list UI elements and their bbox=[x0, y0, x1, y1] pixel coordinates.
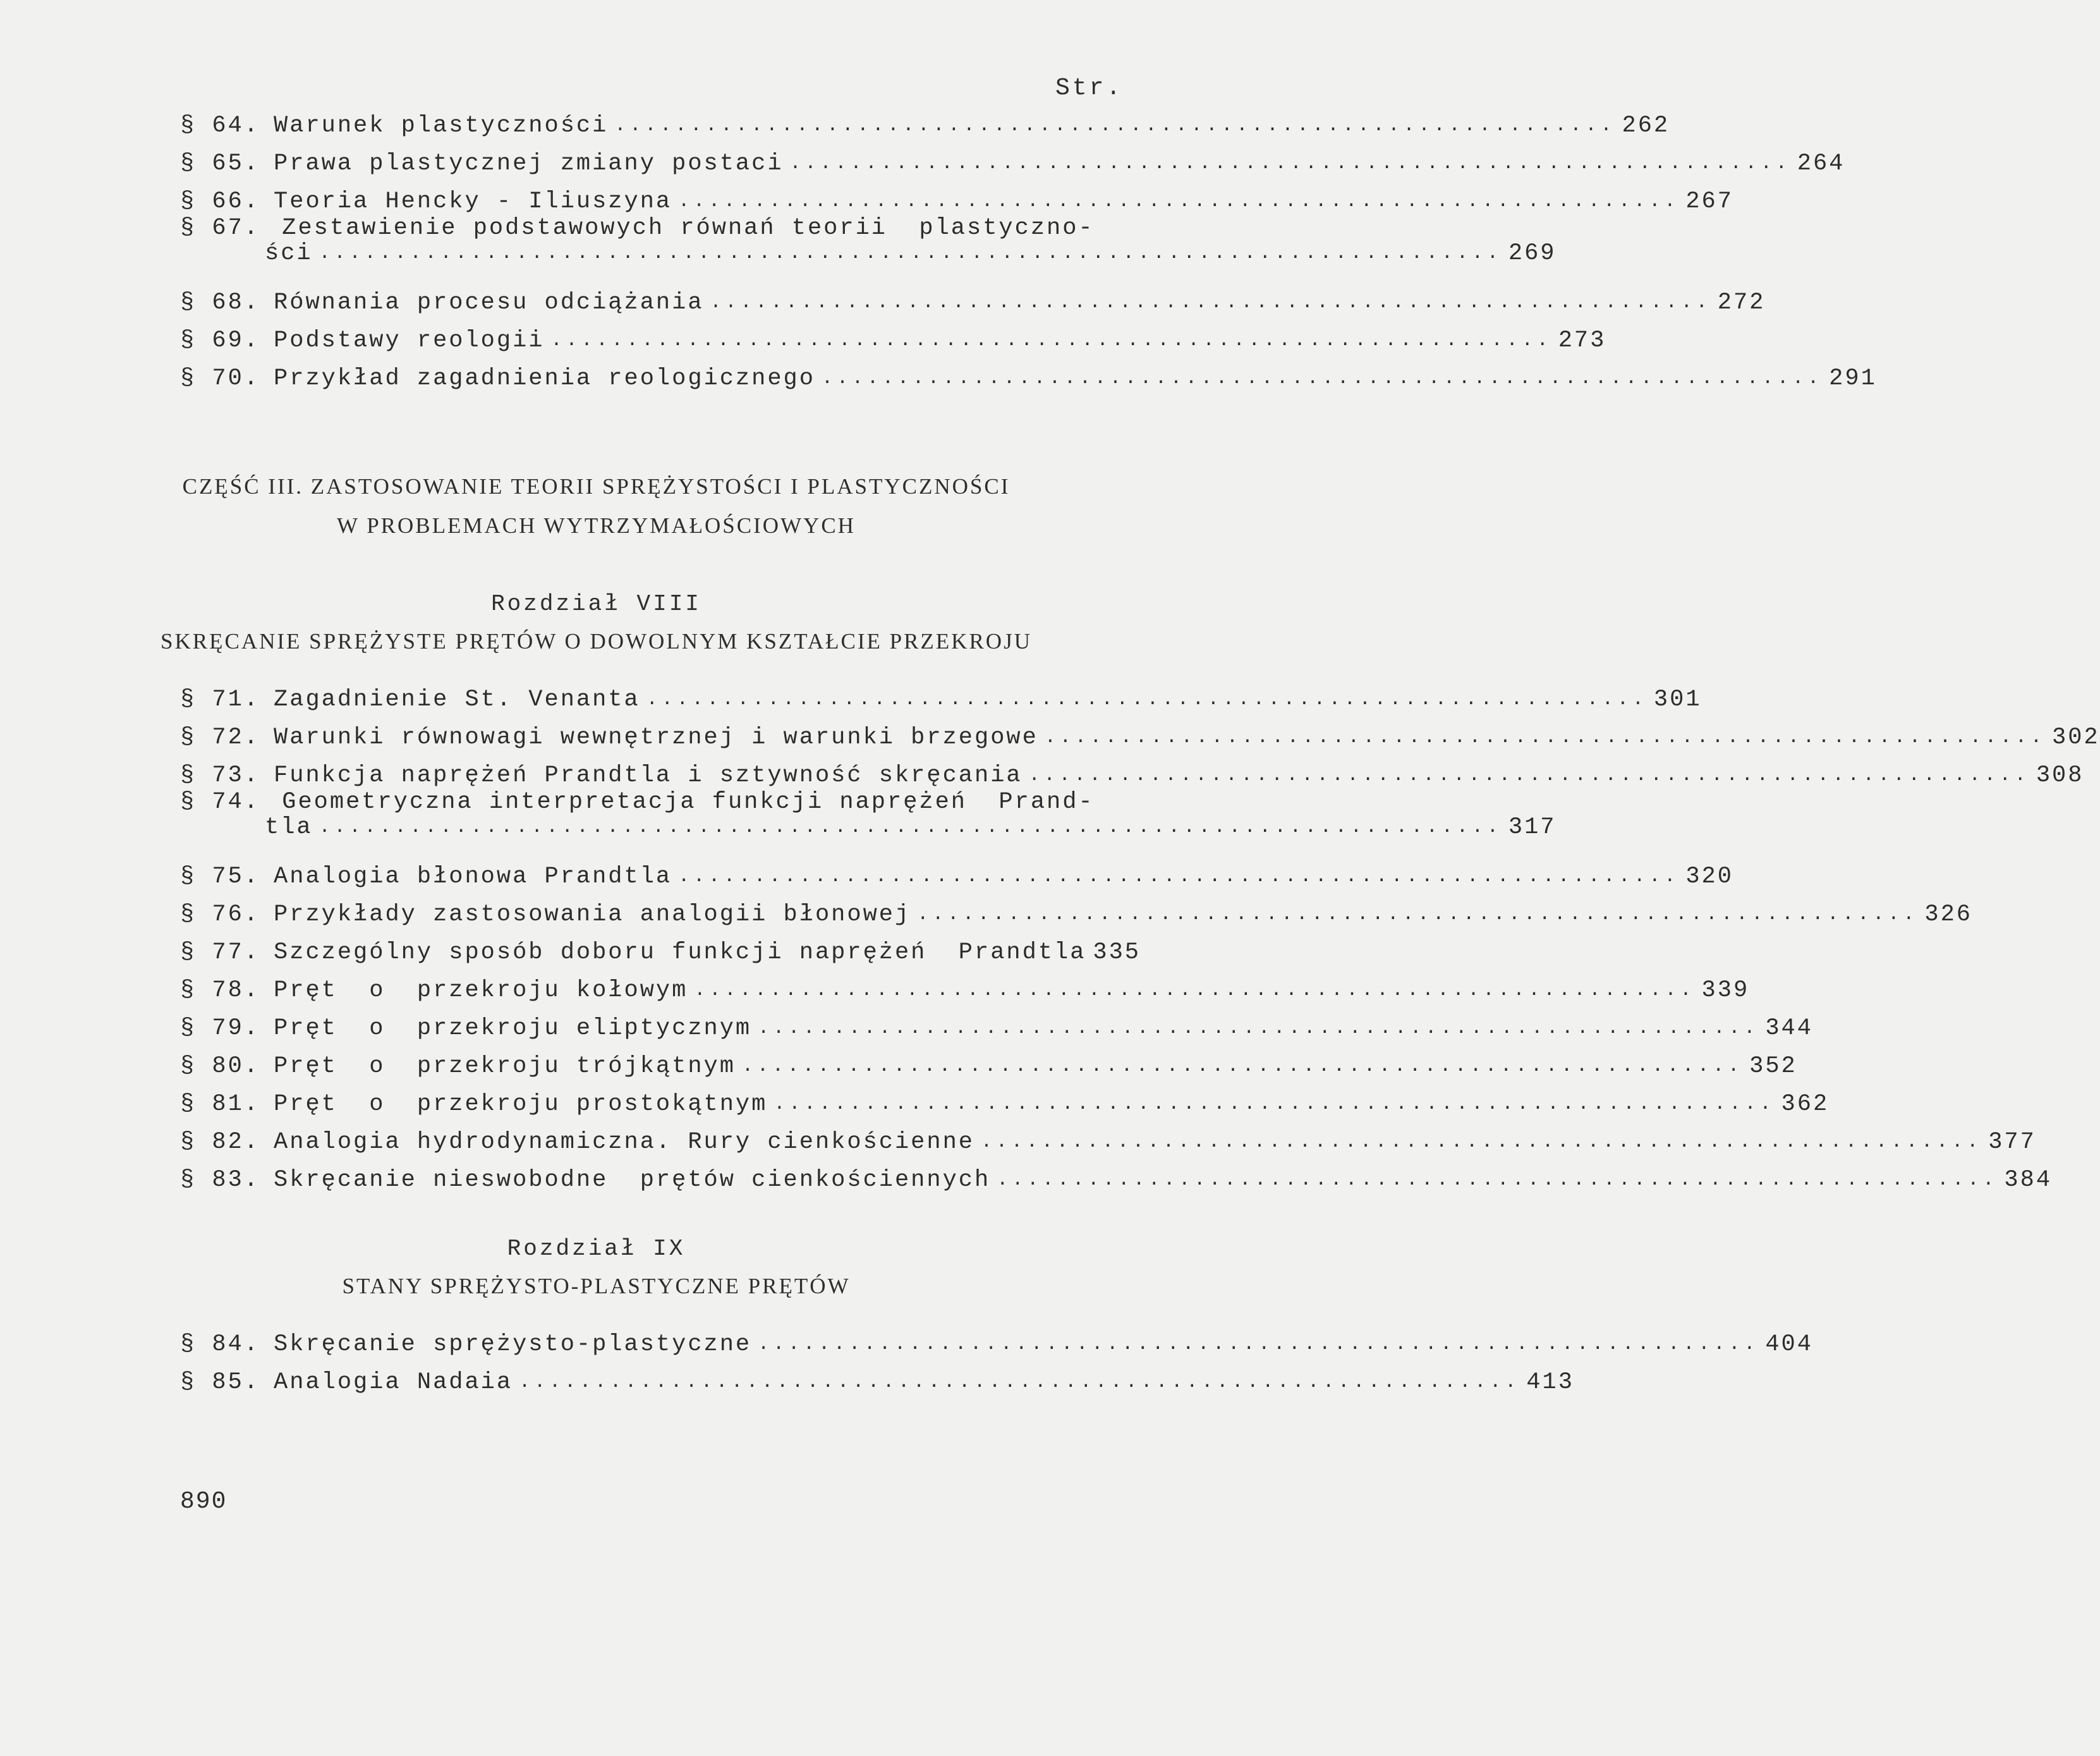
toc-entry[interactable] bbox=[180, 928, 1141, 966]
section-number: § 82. bbox=[180, 1129, 260, 1155]
toc-entry[interactable] bbox=[180, 1155, 2053, 1193]
chapter-title: STANY SPRĘŻYSTO-PLASTYCZNE PRĘTÓW bbox=[342, 1274, 851, 1298]
entry-title: Warunki równowagi wewnętrznej i warunki brzegowe bbox=[274, 724, 1038, 751]
entry-title: Równania procesu odciążania bbox=[274, 290, 704, 316]
part-heading-line1: CZĘŚĆ III. ZASTOSOWANIE TEORII SPRĘŻYSTOŚCI I PLASTYCZNOŚCI bbox=[182, 474, 1011, 499]
entry-page: 384 bbox=[2004, 1167, 2053, 1193]
leader-dots: .................................................................. bbox=[758, 1018, 1759, 1039]
entry-page: 291 bbox=[1829, 365, 1877, 392]
section-number: § 68. bbox=[180, 290, 260, 316]
leader-dots: .................................................................. bbox=[774, 1094, 1775, 1115]
leader-dots: .............................................................................. bbox=[319, 243, 1502, 264]
entry-page: 326 bbox=[1924, 901, 1973, 928]
entry-page: 413 bbox=[1526, 1369, 1574, 1396]
entry-title: Podstawy reologii bbox=[274, 327, 545, 354]
section-number: § 79. bbox=[180, 1015, 260, 1042]
leader-dots: .................................................................. bbox=[981, 1131, 1982, 1153]
part-heading-line2: W PROBLEMACH WYTRZYMAŁOŚCIOWYCH bbox=[337, 513, 856, 538]
toc-entry[interactable] bbox=[180, 278, 1766, 316]
leader-dots: .................................................................. bbox=[758, 1334, 1759, 1355]
entry-page: 269 bbox=[1508, 240, 1557, 267]
toc-entry[interactable] bbox=[180, 1042, 1797, 1080]
entry-title: Prawa plastycznej zmiany postaci bbox=[274, 150, 784, 177]
toc-entry[interactable] bbox=[180, 675, 1702, 713]
leader-dots: .................................................................. bbox=[614, 115, 1616, 137]
entry-page: 377 bbox=[1988, 1129, 2036, 1155]
entry-title-continued: tla bbox=[265, 814, 313, 841]
entry-title: Pręt o przekroju kołowym bbox=[274, 977, 688, 1004]
leader-dots: .................................................................. bbox=[678, 191, 1680, 212]
entry-title-continued: ści bbox=[265, 240, 313, 267]
entry-title: Przykłady zastosowania analogii błonowej bbox=[274, 901, 911, 928]
chapter-title: SKRĘCANIE SPRĘŻYSTE PRĘTÓW O DOWOLNYM KSZTAŁCIE PRZEKROJU bbox=[161, 629, 1032, 654]
section-number: § 78. bbox=[180, 977, 260, 1004]
leader-dots: .................................................................. bbox=[710, 292, 1711, 314]
entry-title: Zagadnienie St. Venanta bbox=[274, 686, 640, 713]
entry-page: 262 bbox=[1622, 113, 1670, 139]
leader-dots: .................................................................. bbox=[821, 368, 1823, 389]
section-number: § 81. bbox=[180, 1091, 260, 1118]
toc-entry[interactable] bbox=[180, 139, 1845, 177]
entry-page: 267 bbox=[1685, 188, 1733, 215]
toc-section-plasticity bbox=[180, 101, 1877, 392]
section-number: § 75. bbox=[180, 863, 260, 890]
toc-entry[interactable] bbox=[180, 1358, 1574, 1396]
toc-entry[interactable] bbox=[180, 966, 1750, 1004]
entry-title: Analogia błonowa Prandtla bbox=[274, 863, 672, 890]
entry-title: Skręcanie sprężysto-plastyczne bbox=[274, 1331, 752, 1358]
entry-page: 308 bbox=[2036, 762, 2084, 789]
leader-dots: .................................................................. bbox=[550, 330, 1552, 351]
entry-page: 344 bbox=[1765, 1015, 1813, 1042]
leader-dots: .................................................................. bbox=[997, 1169, 1998, 1191]
leader-dots: .................................................................. bbox=[694, 980, 1696, 1001]
chapter-label: Rozdział IX bbox=[507, 1236, 686, 1262]
entry-page: 339 bbox=[1701, 977, 1750, 1004]
entry-page: 264 bbox=[1797, 150, 1845, 177]
toc-entry[interactable] bbox=[180, 890, 1973, 928]
entry-page: 320 bbox=[1685, 863, 1733, 890]
leader-dots: .................................................................. bbox=[519, 1372, 1520, 1393]
section-number: § 69. bbox=[180, 327, 260, 354]
section-number: § 71. bbox=[180, 686, 260, 713]
entry-page: 317 bbox=[1508, 814, 1557, 841]
toc-entry[interactable] bbox=[180, 1004, 1813, 1042]
section-number: § 70. bbox=[180, 365, 260, 392]
toc-entry[interactable] bbox=[180, 316, 1606, 354]
section-number: § 84. bbox=[180, 1331, 260, 1358]
page-number: 890 bbox=[180, 1488, 228, 1515]
entry-page: 362 bbox=[1781, 1091, 1830, 1118]
toc-entry[interactable] bbox=[180, 751, 2084, 789]
entry-page: 272 bbox=[1717, 290, 1766, 316]
toc-section-chapter-9 bbox=[180, 1320, 1813, 1396]
section-number: § 64. bbox=[180, 113, 260, 139]
entry-page: 352 bbox=[1749, 1053, 1797, 1080]
toc-entry[interactable] bbox=[180, 852, 1733, 890]
entry-title: Geometryczna interpretacja funkcji naprężeń Prand- bbox=[282, 789, 1095, 815]
section-number: § 72. bbox=[180, 724, 260, 751]
section-number: § 80. bbox=[180, 1053, 260, 1080]
toc-entry[interactable] bbox=[180, 1080, 1830, 1118]
entry-title: Funkcja naprężeń Prandtla i sztywność skręcania bbox=[274, 762, 1023, 789]
section-number: § 73. bbox=[180, 762, 260, 789]
section-number: § 85. bbox=[180, 1369, 260, 1396]
section-number: § 66. bbox=[180, 188, 260, 215]
entry-page: 273 bbox=[1558, 327, 1606, 354]
toc-entry[interactable] bbox=[180, 789, 1557, 852]
toc-entry[interactable] bbox=[180, 713, 2100, 751]
entry-page: 404 bbox=[1765, 1331, 1813, 1358]
section-number: § 77. bbox=[180, 939, 260, 966]
entry-page: 301 bbox=[1653, 686, 1702, 713]
toc-entry[interactable] bbox=[180, 354, 1877, 392]
entry-page: 302 bbox=[2052, 724, 2100, 751]
section-number: § 83. bbox=[180, 1167, 260, 1193]
leader-dots: .................................................................. bbox=[789, 153, 1791, 174]
chapter-label: Rozdział VIII bbox=[491, 591, 701, 617]
section-number: § 67. bbox=[180, 215, 260, 241]
entry-title: Szczególny sposób doboru funkcji naprężeń Prandtla bbox=[274, 939, 1086, 966]
entry-title: Skręcanie nieswobodne prętów cienkościennych bbox=[274, 1167, 991, 1193]
entry-title: Pręt o przekroju prostokątnym bbox=[274, 1091, 768, 1118]
entry-title: Analogia Nadaia bbox=[274, 1369, 513, 1396]
toc-entry[interactable] bbox=[180, 215, 1557, 278]
toc-entry[interactable] bbox=[180, 177, 1733, 215]
page-column-label: Str. bbox=[1055, 75, 1124, 102]
entry-page: 335 bbox=[1093, 939, 1141, 966]
entry-title: Przykład zagadnienia reologicznego bbox=[274, 365, 815, 392]
toc-section-chapter-8 bbox=[180, 675, 2100, 1193]
entry-title: Pręt o przekroju trójkątnym bbox=[274, 1053, 736, 1080]
leader-dots: .................................................................. bbox=[741, 1056, 1744, 1077]
entry-title: Zestawienie podstawowych równań teorii plastyczno- bbox=[282, 215, 1095, 241]
entry-title: Analogia hydrodynamiczna. Rury cienkościenne bbox=[274, 1129, 974, 1155]
leader-dots: .................................................................. bbox=[1028, 765, 2030, 786]
leader-dots: .................................................................. bbox=[678, 866, 1680, 887]
section-number: § 76. bbox=[180, 901, 260, 928]
section-number: § 65. bbox=[180, 150, 260, 177]
leader-dots: .................................................................. bbox=[1044, 727, 2046, 748]
leader-dots: .............................................................................. bbox=[319, 817, 1502, 838]
entry-title: Pręt o przekroju eliptycznym bbox=[274, 1015, 752, 1042]
section-number: § 74. bbox=[180, 789, 260, 815]
leader-dots: .................................................................. bbox=[646, 689, 1648, 710]
toc-entry[interactable] bbox=[180, 1320, 1813, 1358]
entry-title: Teoria Hencky - Iliuszyna bbox=[274, 188, 672, 215]
leader-dots: .................................................................. bbox=[917, 904, 1919, 925]
toc-entry[interactable] bbox=[180, 1118, 2036, 1155]
entry-title: Warunek plastyczności bbox=[274, 113, 609, 139]
toc-entry[interactable] bbox=[180, 101, 1670, 139]
